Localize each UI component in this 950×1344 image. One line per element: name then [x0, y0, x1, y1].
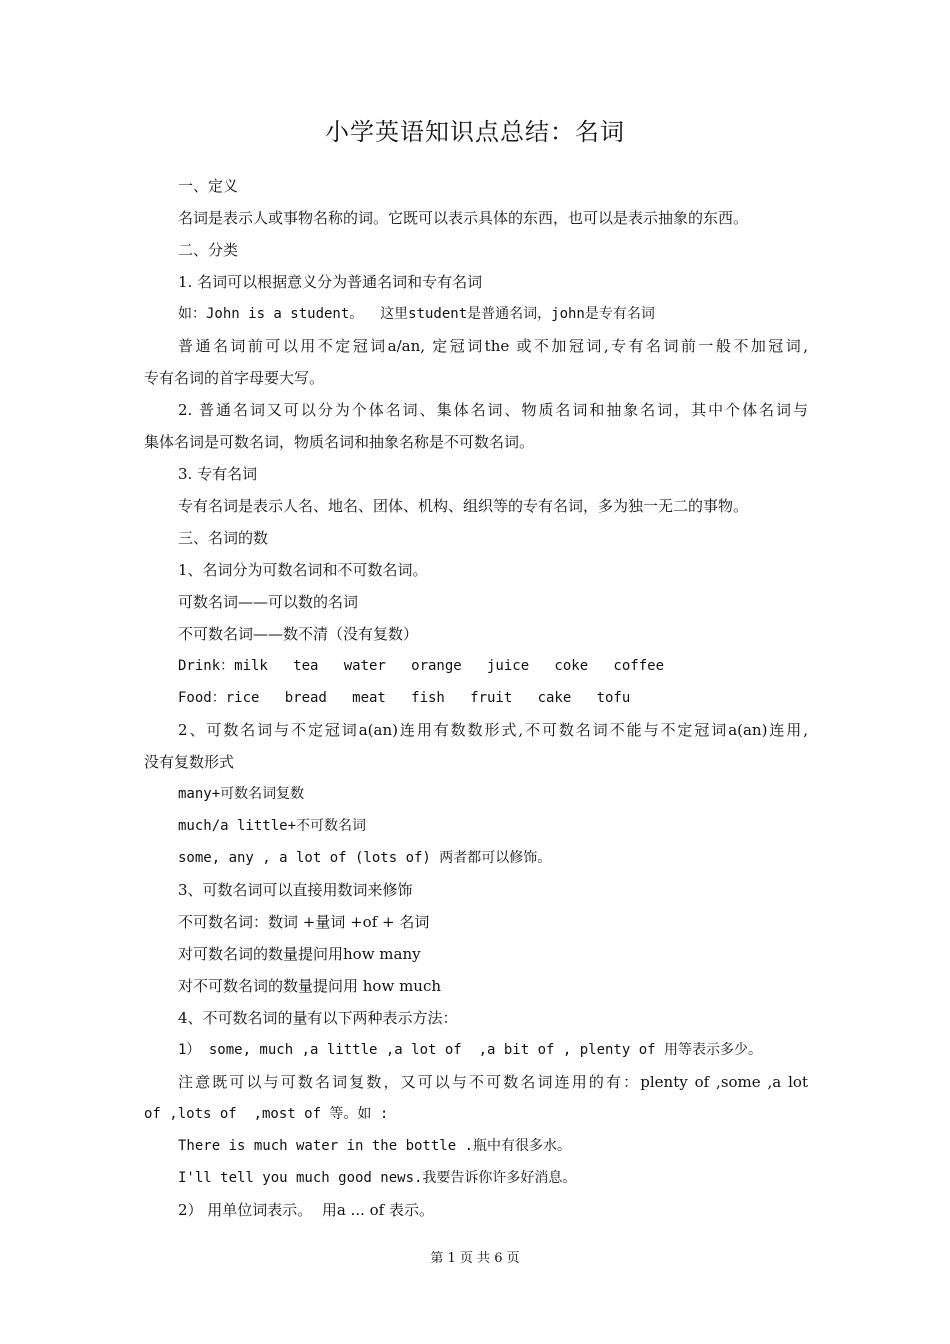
paragraph-line: much/a little+不可数名词 [178, 818, 367, 834]
paragraph-line: 没有复数形式 [144, 753, 235, 771]
document-body [144, 170, 808, 1226]
paragraph-line: 1、名词分为可数名词和不可数名词。 [178, 561, 428, 579]
paragraph-line: of ,lots of ,most of 等。如 : [144, 1106, 389, 1122]
paragraph-line: 3、可数名词可以直接用数词来修饰 [178, 881, 413, 899]
paragraph-line: many+可数名词复数 [178, 786, 305, 802]
food-list: Food：rice bread meat fish fruit cake tofu [178, 690, 631, 706]
example-line: I'll tell you much good news.我要告诉你许多好消息。 [178, 1170, 577, 1186]
paragraph-line: 3. 专有名词 [178, 465, 258, 483]
page-title: 小学英语知识点总结：名词 [325, 118, 625, 146]
page-footer: 第 1 页 共 6 页 [430, 1251, 520, 1266]
paragraph-line: 2、可数名词与不定冠词a(an)连用有数数形式,不可数名词不能与不定冠词a(an)连用, [178, 721, 808, 739]
section-heading-classification: 二、分类 [178, 241, 239, 259]
paragraph-line: 普通名词前可以用不定冠词a/an, 定冠词the 或不加冠词,专有名词前一般不加冠词, [178, 337, 808, 355]
paragraph-line: 1） some, much ,a little ,a lot of ,a bit of , plenty of 用等表示多少。 [178, 1042, 763, 1058]
paragraph-line: 不可数名词——数不清（没有复数） [178, 625, 419, 643]
paragraph-line: 集体名词是可数名词，物质名词和抽象名称是不可数名词。 [144, 433, 535, 451]
example-line: 如：John is a student。 这里student是普通名词，john是专有名词 [178, 306, 655, 322]
paragraph-line: 专有名词是表示人名、地名、团体、机构、组织等的专有名词，多为独一无二的事物。 [178, 497, 749, 515]
paragraph-line: 可数名词——可以数的名词 [178, 593, 359, 611]
paragraph-line: 对不可数名词的数量提问用 how much [178, 977, 442, 995]
example-line: There is much water in the bottle .瓶中有很多水。 [178, 1138, 572, 1154]
paragraph-line: 不可数名词：数词 +量词 +of + 名词 [178, 913, 430, 931]
paragraph-line: 1. 名词可以根据意义分为普通名词和专有名词 [178, 273, 483, 291]
paragraph-line: 名词是表示人或事物名称的词。它既可以表示具体的东西，也可以是表示抽象的东西。 [178, 209, 749, 227]
drink-list: Drink：milk tea water orange juice coke coffee [178, 658, 665, 674]
section-heading-number: 三、名词的数 [178, 529, 269, 547]
paragraph-line: some, any , a lot of (lots of) 两者都可以修饰。 [178, 850, 552, 866]
paragraph-line: 4、不可数名词的量有以下两种表示方法： [178, 1009, 458, 1027]
paragraph-line: 专有名词的首字母要大写。 [144, 369, 325, 387]
paragraph-line: 对可数名词的数量提问用how many [178, 945, 421, 963]
paragraph-line: 注意既可以与可数名词复数，又可以与不可数名词连用的有：plenty of ,some ,a lot [178, 1073, 808, 1091]
paragraph-line: 2. 普通名词又可以分为个体名词、集体名词、物质名词和抽象名词，其中个体名词与 [178, 401, 808, 419]
section-heading-definition: 一、定义 [178, 177, 239, 195]
paragraph-line: 2） 用单位词表示。 用a ... of 表示。 [178, 1201, 434, 1219]
